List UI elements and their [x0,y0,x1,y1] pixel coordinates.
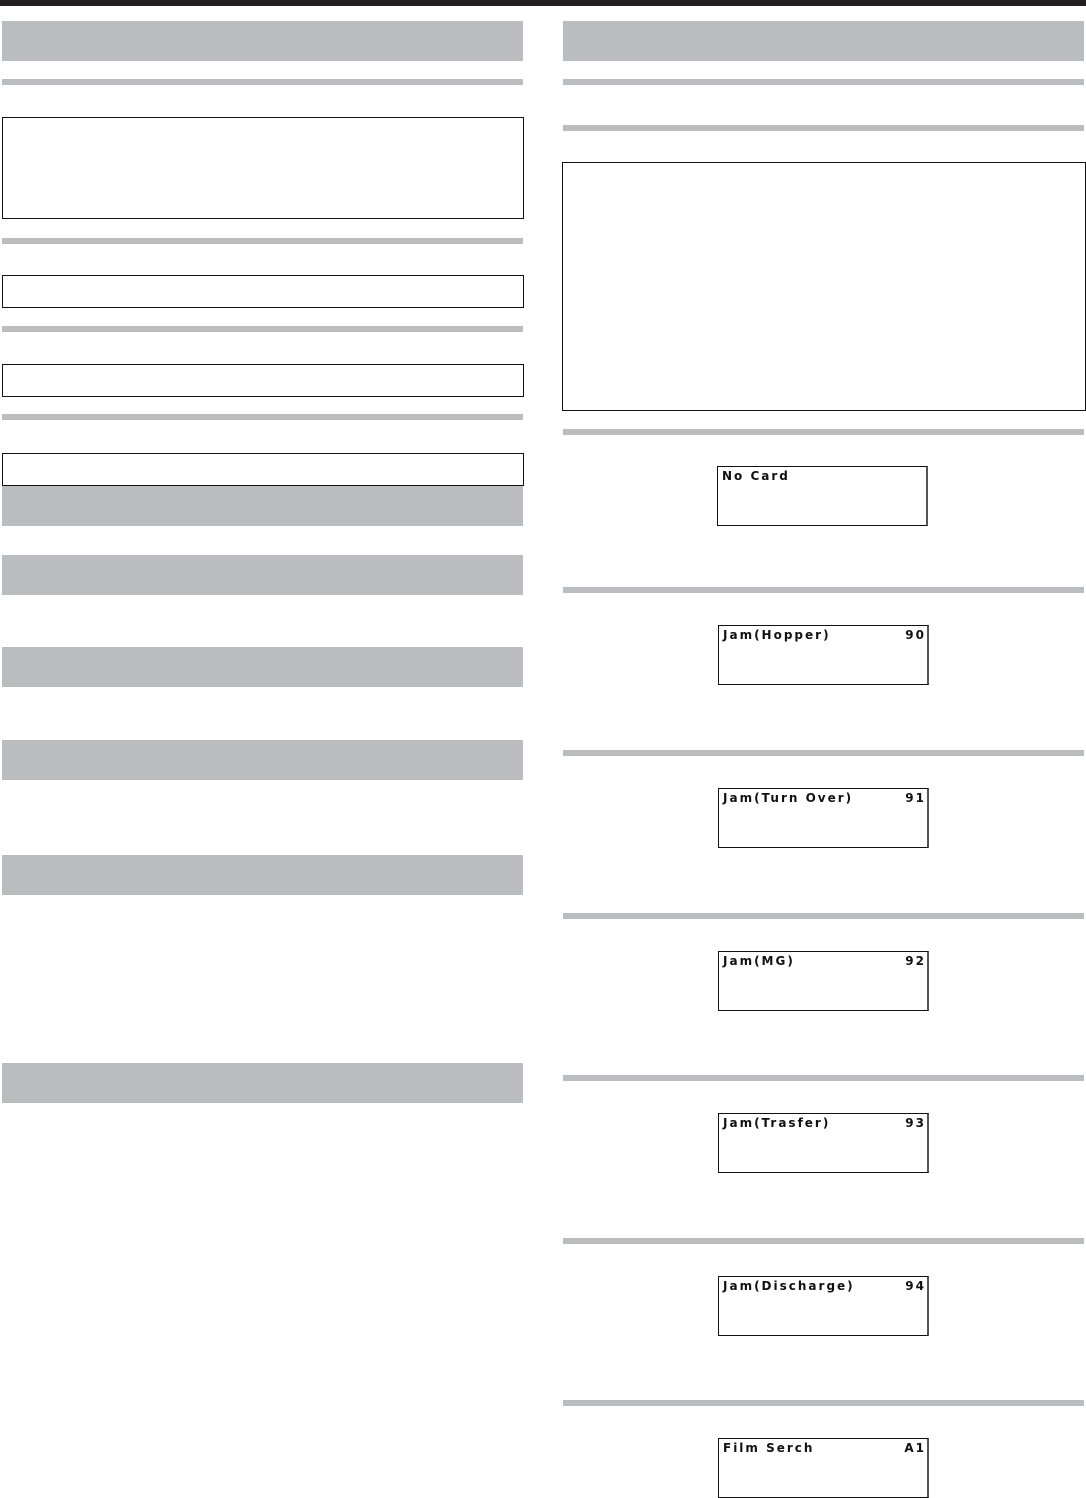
right-section-header-1 [563,21,1084,61]
right-divider-8 [563,1238,1084,1244]
lcd-error-code: A1 [904,1441,926,1455]
lcd-message: Jam(MG) [723,954,795,968]
lcd-display-film-serch [718,1438,929,1498]
left-divider-1 [2,79,523,85]
left-info-box-1 [2,117,524,219]
lcd-message: Jam(Trasfer) [723,1116,831,1130]
left-section-header-2 [2,486,523,526]
left-divider-4 [2,414,523,420]
lcd-display-jam-discharge [718,1276,929,1336]
left-divider-2 [2,238,523,244]
right-divider-7 [563,1075,1084,1081]
lcd-display-jam-mg [718,951,929,1011]
lcd-error-code: 91 [905,791,926,805]
lcd-error-code: 92 [905,954,926,968]
lcd-display-no-card [717,466,928,526]
left-info-box-3 [2,364,524,397]
right-divider-9 [563,1400,1084,1406]
right-divider-1 [563,79,1084,85]
page-top-rule [0,0,1086,6]
left-section-header-4 [2,647,523,687]
left-section-header-7 [2,1063,523,1103]
right-info-box [562,162,1086,411]
left-info-box-4 [2,453,524,486]
left-info-box-2 [2,275,524,308]
left-section-header-5 [2,740,523,780]
right-divider-2 [563,125,1084,131]
right-divider-4 [563,587,1084,593]
right-divider-5 [563,750,1084,756]
lcd-display-jam-turn-over [718,788,929,848]
lcd-error-code: 93 [905,1116,926,1130]
lcd-error-code: 90 [905,628,926,642]
lcd-message: No Card [722,469,790,483]
left-section-header-1 [2,21,523,61]
lcd-message: Jam(Hopper) [723,628,831,642]
left-divider-3 [2,326,523,332]
lcd-message: Jam(Discharge) [723,1279,855,1293]
lcd-display-jam-trasfer [718,1113,929,1173]
lcd-error-code: 94 [905,1279,926,1293]
right-divider-3 [563,429,1084,435]
lcd-message: Jam(Turn Over) [723,791,854,805]
lcd-message: Film Serch [723,1441,815,1455]
right-divider-6 [563,913,1084,919]
left-section-header-6 [2,855,523,895]
lcd-display-jam-hopper [718,625,929,685]
left-section-header-3 [2,555,523,595]
